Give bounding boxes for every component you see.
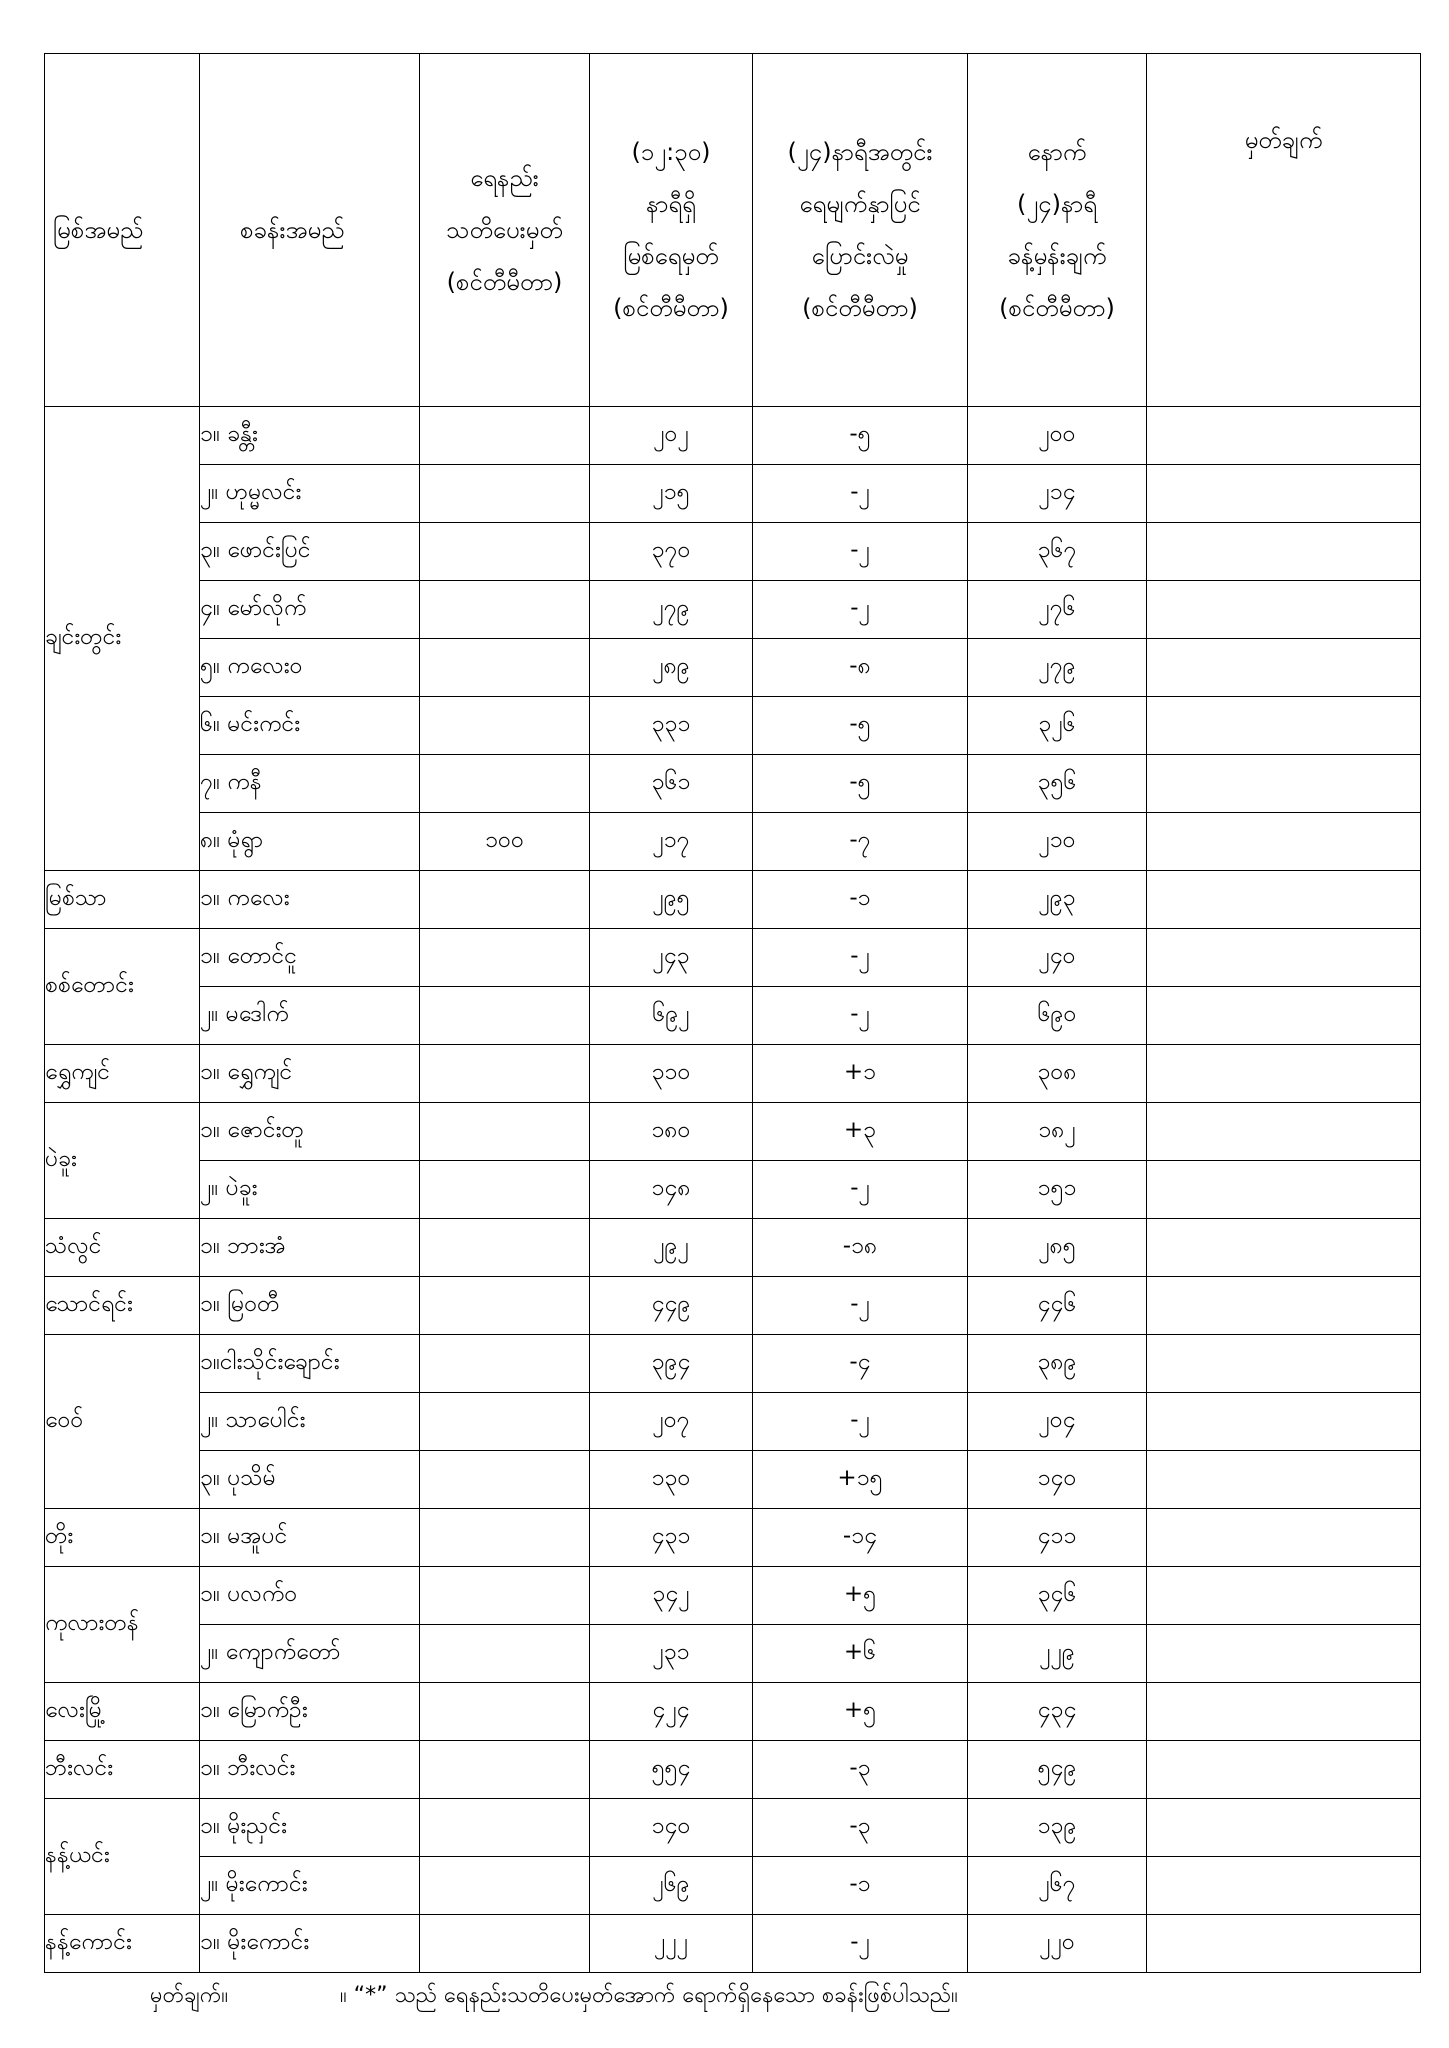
- forecast-cell: ၂၁၀: [968, 813, 1147, 871]
- remarks-cell: [1147, 755, 1421, 813]
- change-24h-cell: -၂: [753, 1915, 968, 1973]
- station-name: ၅။ ကလေးဝ: [200, 639, 420, 697]
- remarks-cell: [1147, 1161, 1421, 1219]
- station-name: ၁။ ခန္တီး: [200, 407, 420, 465]
- water-level-cell: ၂၁၅: [590, 465, 753, 523]
- forecast-cell: ၂၄၀: [968, 929, 1147, 987]
- danger-level-cell: [420, 1567, 590, 1625]
- change-24h-cell: +၅: [753, 1567, 968, 1625]
- remarks-cell: [1147, 929, 1421, 987]
- water-level-cell: ၄၂၄: [590, 1683, 753, 1741]
- danger-level-cell: [420, 1103, 590, 1161]
- station-name: ၂။ ကျောက်တော်: [200, 1625, 420, 1683]
- forecast-cell: ၂၆၇: [968, 1857, 1147, 1915]
- danger-level-cell: [420, 1915, 590, 1973]
- forecast-cell: ၁၈၂: [968, 1103, 1147, 1161]
- table-row: [45, 639, 1421, 697]
- header-forecast: နောက် (၂၄)နာရီ ခန့်မှန်းချက် (စင်တီမီတာ): [968, 54, 1147, 407]
- water-level-cell: ၁၈၀: [590, 1103, 753, 1161]
- danger-level-cell: [420, 639, 590, 697]
- table-row: [45, 1045, 1421, 1103]
- table-row: [45, 697, 1421, 755]
- remarks-cell: [1147, 1045, 1421, 1103]
- remarks-cell: [1147, 813, 1421, 871]
- station-name: ၁။ တောင်ငူ: [200, 929, 420, 987]
- table-row: [45, 1625, 1421, 1683]
- header-remarks: မှတ်ချက်: [1147, 54, 1421, 407]
- change-24h-cell: -၂: [753, 581, 968, 639]
- water-level-cell: ၂၀၂: [590, 407, 753, 465]
- change-24h-cell: -၁: [753, 871, 968, 929]
- table-row: [45, 1683, 1421, 1741]
- forecast-cell: ၄၄၆: [968, 1277, 1147, 1335]
- danger-level-cell: [420, 1045, 590, 1103]
- table-row: [45, 1451, 1421, 1509]
- header-river: မြစ်အမည်: [45, 54, 200, 407]
- danger-level-cell: [420, 987, 590, 1045]
- danger-level-cell: [420, 1451, 590, 1509]
- water-level-cell: ၃၄၂: [590, 1567, 753, 1625]
- forecast-cell: ၃၂၆: [968, 697, 1147, 755]
- header-row: [45, 54, 1421, 407]
- table-row: [45, 987, 1421, 1045]
- water-level-cell: ၃၉၄: [590, 1335, 753, 1393]
- forecast-cell: ၅၄၉: [968, 1741, 1147, 1799]
- danger-level-cell: [420, 407, 590, 465]
- remarks-cell: [1147, 1741, 1421, 1799]
- water-level-cell: ၃၃၁: [590, 697, 753, 755]
- river-name: လေးမြို့: [45, 1683, 200, 1741]
- remarks-cell: [1147, 1335, 1421, 1393]
- station-name: ၁။ ဇောင်းတူ: [200, 1103, 420, 1161]
- station-name: ၃။ ပုသိမ်: [200, 1451, 420, 1509]
- change-24h-cell: -၂: [753, 465, 968, 523]
- station-name: ၁။ မြဝတီ: [200, 1277, 420, 1335]
- remarks-cell: [1147, 523, 1421, 581]
- water-level-cell: ၂၈၉: [590, 639, 753, 697]
- remarks-cell: [1147, 1799, 1421, 1857]
- header-danger-level: ရေနည်း သတိပေးမှတ် (စင်တီမီတာ): [420, 54, 590, 407]
- table-row: [45, 581, 1421, 639]
- change-24h-cell: -၂: [753, 987, 968, 1045]
- table-row: [45, 1219, 1421, 1277]
- change-24h-cell: -၁: [753, 1857, 968, 1915]
- water-level-cell: ၂၄၃: [590, 929, 753, 987]
- danger-level-cell: [420, 523, 590, 581]
- table-row: [45, 1799, 1421, 1857]
- station-name: ၁။ ဘားအံ: [200, 1219, 420, 1277]
- remarks-cell: [1147, 1509, 1421, 1567]
- water-level-table: [44, 53, 1421, 1973]
- header-water-level: (၁၂:၃၀) နာရီရှိ မြစ်ရေမှတ် (စင်တီမီတာ): [590, 54, 753, 407]
- river-name: တိုး: [45, 1509, 200, 1567]
- danger-level-cell: [420, 581, 590, 639]
- station-name: ၁။ မိုးကောင်း: [200, 1915, 420, 1973]
- danger-level-cell: [420, 1741, 590, 1799]
- table-row: [45, 407, 1421, 465]
- table-row: [45, 813, 1421, 871]
- remarks-cell: [1147, 407, 1421, 465]
- danger-level-cell: [420, 1509, 590, 1567]
- water-level-cell: ၃၇၀: [590, 523, 753, 581]
- table-row: [45, 1741, 1421, 1799]
- danger-level-cell: [420, 465, 590, 523]
- table-row: [45, 1567, 1421, 1625]
- forecast-cell: ၂၀၄: [968, 1393, 1147, 1451]
- danger-level-cell: [420, 755, 590, 813]
- station-name: ၂။ မဒေါက်: [200, 987, 420, 1045]
- table-row: [45, 1277, 1421, 1335]
- station-name: ၁။ ကလေး: [200, 871, 420, 929]
- forecast-cell: ၂၀၀: [968, 407, 1147, 465]
- water-level-cell: ၂၉၅: [590, 871, 753, 929]
- danger-level-cell: [420, 1799, 590, 1857]
- forecast-cell: ၆၉၀: [968, 987, 1147, 1045]
- station-name: ၂။ မိုးကောင်း: [200, 1857, 420, 1915]
- station-name: ၆။ မင်းကင်း: [200, 697, 420, 755]
- danger-level-cell: [420, 1393, 590, 1451]
- change-24h-cell: +၁: [753, 1045, 968, 1103]
- change-24h-cell: -၁၄: [753, 1509, 968, 1567]
- remarks-cell: [1147, 1277, 1421, 1335]
- danger-level-cell: [420, 1219, 590, 1277]
- river-name: ချင်းတွင်း: [45, 407, 200, 871]
- station-name: ၁။ မအူပင်: [200, 1509, 420, 1567]
- forecast-cell: ၃၀၈: [968, 1045, 1147, 1103]
- change-24h-cell: +၅: [753, 1683, 968, 1741]
- station-name: ၁။ ဘီးလင်း: [200, 1741, 420, 1799]
- danger-level-cell: [420, 1625, 590, 1683]
- forecast-cell: ၄၃၄: [968, 1683, 1147, 1741]
- river-name: ဘီးလင်း: [45, 1741, 200, 1799]
- remarks-cell: [1147, 987, 1421, 1045]
- water-level-cell: ၃၆၁: [590, 755, 753, 813]
- danger-level-cell: [420, 1161, 590, 1219]
- river-name: နန့်ယင်း: [45, 1799, 200, 1915]
- water-level-cell: ၂၂၂: [590, 1915, 753, 1973]
- forecast-cell: ၂၉၃: [968, 871, 1147, 929]
- danger-level-cell: ၁၀၀: [420, 813, 590, 871]
- footer-label: မှတ်ချက်။: [150, 1983, 229, 2008]
- table-row: [45, 1393, 1421, 1451]
- change-24h-cell: -၃: [753, 1799, 968, 1857]
- change-24h-cell: -၂: [753, 523, 968, 581]
- remarks-cell: [1147, 1451, 1421, 1509]
- change-24h-cell: +၃: [753, 1103, 968, 1161]
- change-24h-cell: -၅: [753, 755, 968, 813]
- table-row: [45, 1161, 1421, 1219]
- change-24h-cell: -၄: [753, 1335, 968, 1393]
- forecast-cell: ၃၄၆: [968, 1567, 1147, 1625]
- forecast-cell: ၂၂၀: [968, 1915, 1147, 1973]
- change-24h-cell: -၅: [753, 407, 968, 465]
- table-row: [45, 871, 1421, 929]
- forecast-cell: ၂၈၅: [968, 1219, 1147, 1277]
- change-24h-cell: -၈: [753, 639, 968, 697]
- table-row: [45, 523, 1421, 581]
- river-name: သံလွင်: [45, 1219, 200, 1277]
- change-24h-cell: +၆: [753, 1625, 968, 1683]
- header-station: စခန်းအမည်: [200, 54, 420, 407]
- change-24h-cell: -၂: [753, 929, 968, 987]
- water-level-cell: ၂၉၂: [590, 1219, 753, 1277]
- water-level-cell: ၂၁၇: [590, 813, 753, 871]
- remarks-cell: [1147, 465, 1421, 523]
- forecast-cell: ၄၁၁: [968, 1509, 1147, 1567]
- river-name: ပဲခူး: [45, 1103, 200, 1219]
- remarks-cell: [1147, 871, 1421, 929]
- danger-level-cell: [420, 871, 590, 929]
- remarks-cell: [1147, 1567, 1421, 1625]
- remarks-cell: [1147, 697, 1421, 755]
- forecast-cell: ၂၂၉: [968, 1625, 1147, 1683]
- water-level-cell: ၃၁၀: [590, 1045, 753, 1103]
- danger-level-cell: [420, 929, 590, 987]
- station-name: ၇။ ကနီ: [200, 755, 420, 813]
- remarks-cell: [1147, 1915, 1421, 1973]
- danger-level-cell: [420, 697, 590, 755]
- river-name: မြစ်သာ: [45, 871, 200, 929]
- change-24h-cell: -၃: [753, 1741, 968, 1799]
- station-name: ၃။ ဖောင်းပြင်: [200, 523, 420, 581]
- station-name: ၁။ မိုးညှင်း: [200, 1799, 420, 1857]
- water-level-cell: ၁၄၀: [590, 1799, 753, 1857]
- table-row: [45, 465, 1421, 523]
- river-name: ရွှေကျင်: [45, 1045, 200, 1103]
- water-level-cell: ၂၇၉: [590, 581, 753, 639]
- remarks-cell: [1147, 581, 1421, 639]
- change-24h-cell: -၂: [753, 1393, 968, 1451]
- remarks-cell: [1147, 1625, 1421, 1683]
- header-change-24h: (၂၄)နာရီအတွင်း ရေမျက်နှာပြင် ပြောင်းလဲမှု (စင်တီမီတာ): [753, 54, 968, 407]
- table-row: [45, 1857, 1421, 1915]
- forecast-cell: ၃၈၉: [968, 1335, 1147, 1393]
- change-24h-cell: -၇: [753, 813, 968, 871]
- table-row: [45, 1915, 1421, 1973]
- station-name: ၂။ သာပေါင်း: [200, 1393, 420, 1451]
- forecast-cell: ၃၅၆: [968, 755, 1147, 813]
- station-name: ၈။ မုံရွာ: [200, 813, 420, 871]
- danger-level-cell: [420, 1683, 590, 1741]
- station-name: ၂။ ပဲခူး: [200, 1161, 420, 1219]
- station-name: ၁။ငါးသိုင်းချောင်း: [200, 1335, 420, 1393]
- forecast-cell: ၃၆၇: [968, 523, 1147, 581]
- water-level-cell: ၂၃၁: [590, 1625, 753, 1683]
- water-level-cell: ၂၀၇: [590, 1393, 753, 1451]
- station-name: ၂။ ဟုမ္မလင်း: [200, 465, 420, 523]
- remarks-cell: [1147, 1219, 1421, 1277]
- danger-level-cell: [420, 1277, 590, 1335]
- change-24h-cell: +၁၅: [753, 1451, 968, 1509]
- station-name: ၄။ မော်လိုက်: [200, 581, 420, 639]
- table-row: [45, 755, 1421, 813]
- water-level-cell: ၂၆၉: [590, 1857, 753, 1915]
- forecast-cell: ၁၃၉: [968, 1799, 1147, 1857]
- change-24h-cell: -၂: [753, 1277, 968, 1335]
- water-level-cell: ၄၃၁: [590, 1509, 753, 1567]
- remarks-cell: [1147, 1393, 1421, 1451]
- danger-level-cell: [420, 1857, 590, 1915]
- forecast-cell: ၁၅၁: [968, 1161, 1147, 1219]
- table-row: [45, 1103, 1421, 1161]
- danger-level-cell: [420, 1335, 590, 1393]
- change-24h-cell: -၁၈: [753, 1219, 968, 1277]
- station-name: ၁။ ပလက်ဝ: [200, 1567, 420, 1625]
- river-name: ဝေဝ်: [45, 1335, 200, 1509]
- station-name: ၁။ မြောက်ဦး: [200, 1683, 420, 1741]
- table-row: [45, 929, 1421, 987]
- footer-text: ။ “*” သည် ရေနည်းသတိပေးမှတ်အောက် ရောက်ရှိနေသော စခန်းဖြစ်ပါသည်။: [340, 1983, 958, 2008]
- remarks-cell: [1147, 1857, 1421, 1915]
- water-level-cell: ၅၅၄: [590, 1741, 753, 1799]
- river-name: ကုလားတန်: [45, 1567, 200, 1683]
- water-level-cell: ၆၉၂: [590, 987, 753, 1045]
- change-24h-cell: -၅: [753, 697, 968, 755]
- table-row: [45, 1335, 1421, 1393]
- water-level-cell: ၁၃၀: [590, 1451, 753, 1509]
- river-name: သောင်ရင်း: [45, 1277, 200, 1335]
- forecast-cell: ၂၇၆: [968, 581, 1147, 639]
- river-name: နန့်ကောင်း: [45, 1915, 200, 1973]
- change-24h-cell: -၂: [753, 1161, 968, 1219]
- water-level-cell: ၁၄၈: [590, 1161, 753, 1219]
- forecast-cell: ၂၁၄: [968, 465, 1147, 523]
- water-level-cell: ၄၄၉: [590, 1277, 753, 1335]
- remarks-cell: [1147, 639, 1421, 697]
- remarks-cell: [1147, 1103, 1421, 1161]
- footer-note: [150, 1980, 958, 2013]
- table-row: [45, 1509, 1421, 1567]
- remarks-cell: [1147, 1683, 1421, 1741]
- forecast-cell: ၁၄၀: [968, 1451, 1147, 1509]
- forecast-cell: ၂၇၉: [968, 639, 1147, 697]
- river-name: စစ်တောင်း: [45, 929, 200, 1045]
- station-name: ၁။ ရွှေကျင်: [200, 1045, 420, 1103]
